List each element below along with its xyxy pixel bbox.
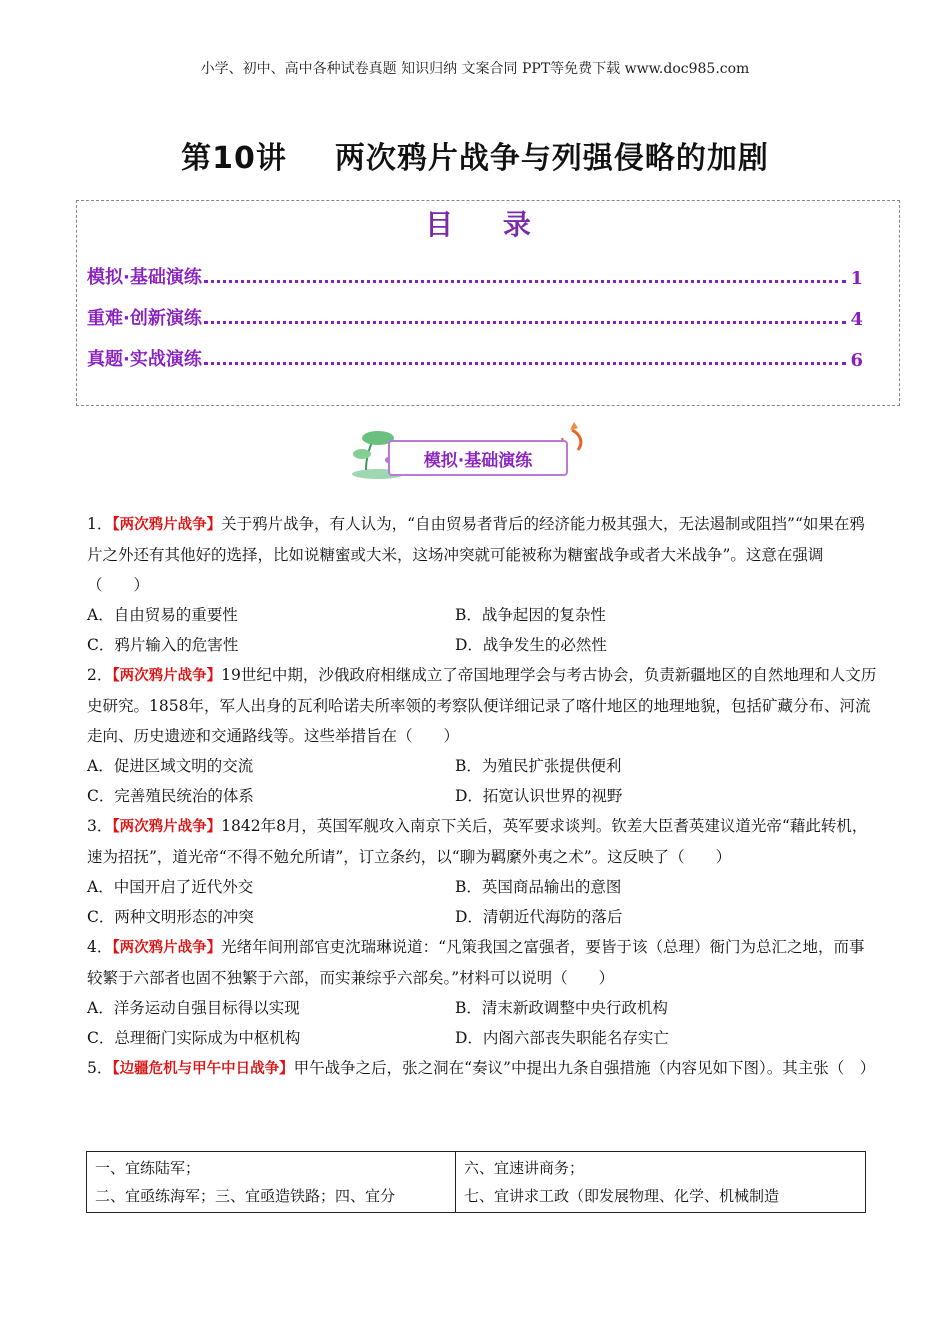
toc-item[interactable] (87, 341, 863, 371)
lecture-number: 第10讲 (181, 141, 287, 176)
question (87, 811, 877, 932)
toc-item-label: 真题·实战演练 (87, 349, 202, 370)
toc-item-page: 6 (850, 350, 863, 371)
option-a[interactable]: A．中国开启了近代外交 (87, 878, 254, 896)
toc-item-page: 4 (850, 309, 863, 330)
question-stem (87, 1053, 877, 1084)
question-stem (87, 509, 877, 600)
question-stem (87, 932, 877, 993)
option-d[interactable]: D．内阁六部丧失职能名存实亡 (455, 1029, 669, 1047)
question (87, 660, 877, 811)
question-tag: 【两次鸦片战争】 (112, 668, 222, 684)
table-cell-left (87, 1152, 456, 1212)
question-tag: 【两次鸦片战争】 (112, 940, 222, 956)
table-line: 七、宜讲求工政（即发展物理、化学、机械制造 (464, 1187, 780, 1205)
question-text: 19世纪中期，沙俄政府相继成立了帝国地理学会与考古协会，负责新疆地区的自然地理和人文历史研究。1858年，军人出身的瓦利哈诺夫所率领的考察队便详细记录了喀什地区的地理地貌，包括矿藏分布、河流走向、历史遗迹和交通路线等。这些举措旨在（ ） (87, 666, 877, 745)
question-stem (87, 811, 877, 872)
option-b[interactable]: B．战争起因的复杂性 (455, 606, 606, 624)
table-cell-right (456, 1152, 865, 1212)
toc-item-label: 重难·创新演练 (87, 308, 202, 329)
options (87, 751, 877, 811)
option-c[interactable]: C．完善殖民统治的体系 (87, 787, 254, 805)
option-b[interactable]: B．清末新政调整中央行政机构 (455, 999, 668, 1017)
page-header (0, 58, 950, 78)
section-banner (348, 420, 592, 482)
option-b[interactable]: B．英国商品输出的意图 (455, 878, 622, 896)
question (87, 1053, 877, 1084)
options (87, 600, 877, 660)
header-text: 小学、初中、高中各种试卷真题 知识归纳 文案合同 PPT等免费下载 www.doc985.com (200, 61, 750, 77)
toc-leader-dots (204, 280, 847, 283)
question-tag: 【两次鸦片战争】 (112, 517, 222, 533)
question-text: 光绪年间刑部官吏沈瑞琳说道：“凡策我国之富强者，要皆于该（总理）衙门为总汇之地，而事较繁于六部者也固不独繁于六部，而实兼综乎六部矣。”材料可以说明（ ） (87, 938, 865, 987)
option-a[interactable]: A．促进区域文明的交流 (87, 757, 254, 775)
measures-table (86, 1151, 866, 1213)
toc-heading: 目 录 (425, 208, 551, 241)
option-d[interactable]: D．拓宽认识世界的视野 (455, 787, 623, 805)
question-text: 关于鸦片战争，有人认为，“自由贸易者背后的经济能力极其强大，无法遏制或阻挡”“如果在鸦片之外还有其他好的选择，比如说糖蜜或大米，这场冲突就可能被称为糖蜜战争或者大米战争”。这意在强调（ ） (87, 515, 865, 594)
toc-item-page: 1 (850, 268, 863, 289)
question-number: 5． (87, 1059, 113, 1077)
option-c[interactable]: C．两种文明形态的冲突 (87, 908, 254, 926)
options (87, 993, 877, 1053)
option-d[interactable]: D．战争发生的必然性 (455, 636, 607, 654)
question-tag: 【边疆危机与甲午中日战争】 (112, 1061, 294, 1077)
question-tag: 【两次鸦片战争】 (112, 819, 222, 835)
question-number: 4． (87, 938, 113, 956)
option-b[interactable]: B．为殖民扩张提供便利 (455, 757, 622, 775)
question-text: 甲午战争之后，张之洞在“奏议”中提出九条自强措施（内容见如下图）。其主张（ ） (293, 1059, 876, 1077)
document-title (0, 133, 950, 177)
toc-leader-dots (204, 321, 847, 324)
question-number: 3． (87, 817, 113, 835)
option-c[interactable]: C．总理衙门实际成为中枢机构 (87, 1029, 301, 1047)
question (87, 509, 877, 660)
toc-item-label: 模拟·基础演练 (87, 267, 202, 288)
options (87, 872, 877, 932)
question-number: 1． (87, 515, 113, 533)
lecture-topic: 两次鸦片战争与列强侵略的加剧 (334, 141, 769, 176)
questions-section (87, 509, 877, 1084)
toc-leader-dots (204, 362, 847, 365)
toc-item[interactable] (87, 300, 863, 330)
question (87, 932, 877, 1053)
option-c[interactable]: C．鸦片输入的危害性 (87, 636, 239, 654)
banner-label: 模拟·基础演练 (388, 440, 568, 476)
table-line: 二、宜亟练海军；三、宜亟造铁路；四、宜分 (95, 1187, 396, 1205)
question-stem (87, 660, 877, 751)
table-of-contents (76, 200, 900, 406)
option-a[interactable]: A．自由贸易的重要性 (87, 606, 238, 624)
table-line: 一、宜练陆军； (95, 1159, 201, 1177)
option-a[interactable]: A．洋务运动自强目标得以实现 (87, 999, 300, 1017)
table-line: 六、宜速讲商务； (464, 1159, 585, 1177)
toc-item[interactable] (87, 259, 863, 289)
question-number: 2． (87, 666, 113, 684)
question-text: 1842年8月，英国军舰攻入南京下关后，英军要求谈判。钦差大臣耆英建议道光帝“藉此转机，速为招抚”，道光帝“不得不勉允所请”，订立条约，以“聊为羁縻外夷之术”。这反映了（ ） (87, 817, 868, 866)
option-d[interactable]: D．清朝近代海防的落后 (455, 908, 623, 926)
